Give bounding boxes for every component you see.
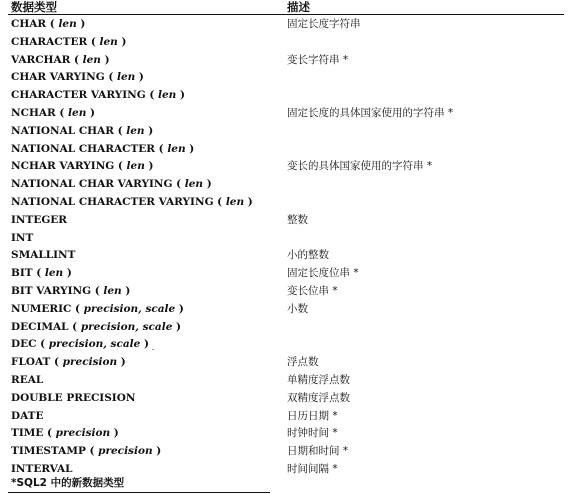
table-row — [0, 105, 571, 123]
table-row — [0, 123, 571, 141]
open-paren: ( — [104, 71, 117, 84]
description-cell: 变长的具体国家使用的字符串 * — [287, 160, 433, 173]
close-paren: ) — [152, 445, 162, 458]
table-row — [0, 354, 571, 372]
table-row — [0, 16, 571, 34]
table-row — [0, 230, 571, 248]
type-cell — [11, 319, 181, 337]
description-cell: 单精度浮点数 — [287, 374, 350, 386]
table-row — [0, 158, 571, 176]
open-paren: ( — [70, 53, 83, 66]
open-paren: ( — [50, 356, 63, 369]
header-data-type: 数据类型 — [11, 0, 57, 14]
description-cell: 日期和时间 * — [287, 445, 349, 458]
type-name: DOUBLE PRECISION — [11, 391, 136, 404]
type-cell — [11, 390, 135, 408]
close-paren: ) — [110, 427, 119, 440]
type-name: TIMESTAMP — [11, 445, 86, 458]
type-name: NCHAR — [11, 107, 56, 119]
close-paren: ) — [76, 18, 86, 30]
type-argument: precision — [62, 356, 118, 369]
open-paren: ( — [172, 178, 185, 191]
type-name: TIME — [11, 427, 44, 440]
type-name: DATE — [11, 409, 44, 422]
header-description: 描述 — [287, 0, 310, 14]
close-paren: ) — [140, 338, 149, 351]
type-cell — [11, 69, 144, 87]
close-paren: ) — [135, 71, 144, 84]
type-cell — [11, 105, 95, 123]
description-cell: 固定长度字符串 — [287, 18, 361, 30]
type-argument: len — [116, 71, 136, 84]
type-argument: len — [58, 18, 77, 30]
table-row — [0, 301, 571, 319]
open-paren: ( — [46, 18, 59, 30]
type-name: CHARACTER — [11, 35, 88, 48]
table-row — [0, 425, 571, 443]
description-cell: 固定长度的具体国家使用的字符串 * — [287, 107, 454, 119]
open-paren: ( — [87, 35, 100, 48]
type-name: DEC — [11, 338, 37, 351]
type-argument: len — [44, 267, 64, 280]
close-paren: ) — [185, 142, 195, 155]
type-cell — [11, 372, 43, 390]
close-paren: ) — [86, 107, 95, 119]
scan-speck — [152, 349, 154, 350]
close-paren: ) — [63, 267, 72, 280]
close-paren: ) — [144, 160, 154, 173]
type-name: NCHAR VARYING — [11, 160, 115, 173]
type-cell — [11, 283, 130, 301]
type-argument: precision — [55, 427, 111, 440]
table-row — [0, 34, 571, 52]
description-cell: 固定长度位串 * — [287, 267, 359, 280]
description-cell: 小数 — [287, 302, 308, 315]
type-cell — [11, 16, 85, 34]
type-cell — [11, 425, 119, 443]
description-cell: 日历日期 * — [287, 409, 338, 422]
type-argument: len — [99, 35, 118, 48]
table-row — [0, 390, 571, 408]
footnote-rule — [8, 492, 270, 493]
table-row — [0, 52, 571, 70]
close-paren: ) — [144, 124, 154, 137]
type-cell — [11, 158, 153, 176]
type-cell — [11, 194, 253, 212]
type-argument: precision — [98, 445, 153, 458]
type-name: CHARACTER VARYING — [11, 89, 146, 102]
type-argument: len — [225, 196, 245, 208]
type-cell — [11, 123, 153, 141]
open-paren: ( — [114, 160, 127, 173]
type-argument: len — [184, 178, 204, 191]
type-argument: len — [103, 285, 122, 297]
open-paren: ( — [36, 338, 49, 351]
type-name: NUMERIC — [11, 302, 72, 315]
open-paren: ( — [113, 124, 127, 137]
type-name: VARCHAR — [11, 53, 71, 66]
table-footnote: *SQL2 中的新数据类型 — [11, 477, 125, 489]
description-cell: 时钟时间 * — [287, 427, 338, 440]
table-row — [0, 69, 571, 87]
close-paren: ) — [117, 35, 127, 48]
table-row — [0, 319, 571, 337]
close-paren: ) — [172, 320, 181, 333]
table-row — [0, 283, 571, 301]
type-cell — [11, 408, 44, 426]
table-top-rule — [8, 14, 564, 15]
description-cell: 时间间隔 * — [287, 463, 338, 475]
type-cell — [11, 176, 212, 194]
type-name: NATIONAL CHARACTER VARYING — [11, 196, 214, 208]
open-paren: ( — [213, 196, 226, 208]
type-argument: precision, scale — [80, 320, 173, 333]
open-paren: ( — [155, 142, 168, 155]
table-row — [0, 336, 571, 354]
table-row — [0, 212, 571, 230]
description-cell: 变长字符串 * — [287, 53, 349, 66]
type-argument: len — [68, 107, 87, 119]
open-paren: ( — [55, 107, 69, 119]
open-paren: ( — [32, 267, 45, 280]
type-name: BIT — [11, 267, 33, 280]
description-cell: 整数 — [287, 213, 308, 226]
type-cell — [11, 34, 126, 52]
close-paren: ) — [175, 302, 184, 315]
open-paren: ( — [71, 302, 84, 315]
table-row — [0, 372, 571, 390]
type-name: INTEGER — [11, 213, 68, 226]
type-argument: len — [167, 142, 186, 155]
open-paren: ( — [145, 89, 158, 102]
description-cell: 双精度浮点数 — [287, 391, 350, 404]
type-name: CHAR VARYING — [11, 71, 105, 84]
type-cell — [11, 247, 75, 265]
type-argument: len — [82, 53, 101, 66]
table-row — [0, 87, 571, 105]
type-argument: precision, scale — [48, 338, 141, 351]
type-argument: len — [126, 160, 145, 173]
close-paren: ) — [121, 285, 131, 297]
close-paren: ) — [100, 53, 110, 66]
type-cell — [11, 354, 126, 372]
close-paren: ) — [117, 356, 126, 369]
table-row — [0, 194, 571, 212]
type-argument: precision, scale — [83, 302, 176, 315]
type-cell — [11, 212, 67, 230]
table-row — [0, 408, 571, 426]
type-name: INTERVAL — [11, 463, 73, 475]
close-paren: ) — [203, 178, 212, 191]
description-cell: 浮点数 — [287, 356, 319, 369]
open-paren: ( — [43, 427, 56, 440]
type-argument: len — [158, 89, 177, 102]
table-row — [0, 176, 571, 194]
table-row — [0, 247, 571, 265]
open-paren: ( — [85, 445, 99, 458]
type-cell — [11, 443, 161, 461]
type-cell — [11, 141, 194, 159]
type-name: FLOAT — [11, 356, 51, 369]
type-argument: len — [126, 124, 145, 137]
close-paren: ) — [244, 196, 253, 208]
table-row — [0, 443, 571, 461]
open-paren: ( — [91, 285, 104, 297]
type-name: REAL — [11, 374, 44, 386]
type-cell — [11, 336, 149, 354]
type-name: CHAR — [11, 18, 47, 30]
description-cell: 变长位串 * — [287, 285, 338, 297]
table-row — [0, 141, 571, 159]
type-cell — [11, 87, 185, 105]
description-cell: 小的整数 — [287, 249, 329, 262]
type-cell — [11, 265, 72, 283]
type-name: SMALLINT — [11, 249, 76, 262]
open-paren: ( — [68, 320, 81, 333]
type-cell — [11, 301, 184, 319]
type-name: NATIONAL CHAR VARYING — [11, 178, 173, 191]
type-name: BIT VARYING — [11, 285, 92, 297]
type-cell — [11, 230, 33, 248]
type-name: NATIONAL CHARACTER — [11, 142, 156, 155]
close-paren: ) — [176, 89, 185, 102]
type-name: INT — [11, 231, 34, 244]
type-name: NATIONAL CHAR — [11, 124, 114, 137]
table-row — [0, 265, 571, 283]
type-name: DECIMAL — [11, 320, 69, 333]
type-cell — [11, 52, 110, 70]
